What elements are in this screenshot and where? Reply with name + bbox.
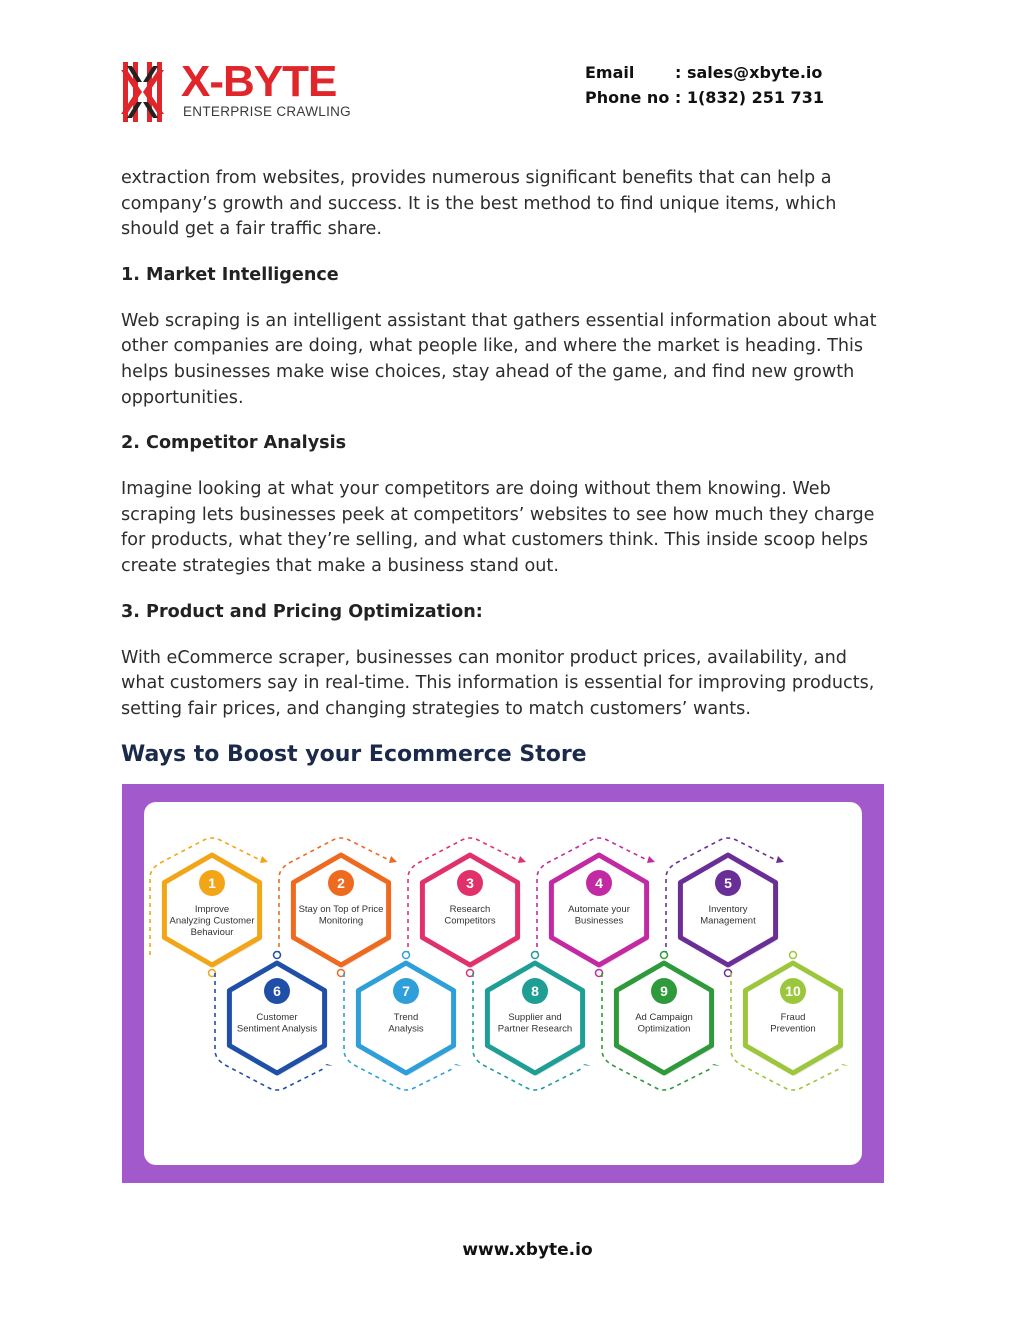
article-body <box>121 166 891 770</box>
step-label: Prevention <box>770 1023 816 1035</box>
step-hexagon <box>215 952 333 1091</box>
step-label: Stay on Top of Price <box>298 904 384 915</box>
arrow-icon <box>776 856 784 863</box>
x-byte-logo-icon <box>121 60 171 124</box>
step-hexagon <box>344 952 462 1091</box>
connector-dot <box>274 952 281 959</box>
step-hexagon <box>279 838 397 977</box>
ecommerce-infographic <box>122 784 884 1183</box>
step-number: 8 <box>531 983 539 999</box>
step-label: Partner Research <box>497 1023 573 1035</box>
connector-dot <box>790 952 797 959</box>
step-label: Sentiment Analysis <box>236 1023 318 1035</box>
step-number: 3 <box>466 875 474 891</box>
contact-info <box>585 60 824 110</box>
company-logo <box>121 57 361 124</box>
step-label: Management <box>700 915 756 927</box>
phone-row <box>585 85 824 110</box>
step-label: Competitors <box>444 915 496 927</box>
step-number: 5 <box>724 875 732 891</box>
step-hexagon <box>473 952 591 1091</box>
step-label: Fraud <box>780 1012 806 1023</box>
section-paragraph: Web scraping is an intelligent assistant that gathers essential information about what other companies are doing, what people like, and where the market is heading. This helps businesses make wise choices, stay ahead of the game, and find new growth opportunities. <box>121 310 877 408</box>
step-number: 1 <box>208 875 216 891</box>
phone-label: Phone no <box>585 88 670 107</box>
arrow-icon <box>841 1064 849 1066</box>
step-number: 7 <box>402 983 410 999</box>
connector-dot <box>661 952 668 959</box>
logo-wordmark: X-BYTE <box>181 57 337 106</box>
step-label: Supplier and <box>508 1012 562 1023</box>
arrow-icon <box>647 856 655 863</box>
arrow-icon <box>583 1064 591 1066</box>
section-heading: 3. Product and Pricing Optimization: <box>121 601 483 622</box>
step-label: Optimization <box>637 1023 691 1035</box>
step-number: 9 <box>660 983 668 999</box>
arrow-icon <box>518 856 526 863</box>
step-label: Inventory <box>708 904 748 915</box>
step-hexagon <box>731 952 849 1091</box>
hexagon-steps-diagram <box>144 802 862 1165</box>
step-label: Automate your <box>568 904 630 915</box>
arrow-icon <box>712 1064 720 1066</box>
email-value[interactable]: : sales@xbyte.io <box>675 63 823 82</box>
arrow-icon <box>454 1064 462 1066</box>
section-title: Ways to Boost your Ecommerce Store <box>121 742 587 768</box>
infographic-card <box>144 802 862 1165</box>
step-label: Businesses <box>574 915 624 927</box>
phone-value: : 1(832) 251 731 <box>674 88 824 107</box>
section-paragraph: With eCommerce scraper, businesses can monitor product prices, availability, and what customers say in real-time. This information is essential for improving products, setting fair prices, and changing strategies to match customers’ wants. <box>121 647 875 719</box>
step-label: Customer <box>256 1012 298 1023</box>
page-header <box>0 0 1024 140</box>
step-hexagon <box>602 952 720 1091</box>
step-hexagon <box>408 838 526 977</box>
step-label: Behaviour <box>190 927 234 938</box>
connector-dot <box>403 952 410 959</box>
email-row <box>585 60 824 85</box>
email-label: Email <box>585 63 635 82</box>
step-number: 2 <box>337 875 345 891</box>
step-label: Trend <box>393 1012 419 1023</box>
step-number: 4 <box>595 875 603 891</box>
step-label: Analyzing Customer <box>169 915 255 927</box>
step-hexagon <box>666 838 784 977</box>
step-hexagon <box>150 838 268 977</box>
footer-website[interactable]: www.xbyte.io <box>462 1240 593 1260</box>
arrow-icon <box>260 856 268 863</box>
step-label: Research <box>449 904 491 915</box>
section-paragraph: Imagine looking at what your competitors are doing without them knowing. Web scraping lets businesses peek at competitors’ websites to see how much they charge for products, what they’re selling, and what customers think. This inside scoop helps create strategies that make a business stand out. <box>121 479 875 576</box>
logo-tagline: ENTERPRISE CRAWLING <box>183 104 351 119</box>
intro-paragraph: extraction from websites, provides numerous significant benefits that can help a company’s growth and success. It is the best method to find unique items, which should get a fair traffic share. <box>121 168 837 240</box>
section-heading: 1. Market Intelligence <box>121 264 339 285</box>
step-label: Improve <box>194 904 230 915</box>
step-label: Analysis <box>388 1023 424 1035</box>
connector-dot <box>532 952 539 959</box>
step-number: 6 <box>273 983 281 999</box>
step-hexagon <box>537 838 655 977</box>
step-number: 10 <box>785 983 801 999</box>
step-label: Ad Campaign <box>635 1012 693 1023</box>
section-heading: 2. Competitor Analysis <box>121 433 347 454</box>
arrow-icon <box>389 856 397 863</box>
arrow-icon <box>325 1064 333 1066</box>
step-label: Monitoring <box>318 915 364 927</box>
